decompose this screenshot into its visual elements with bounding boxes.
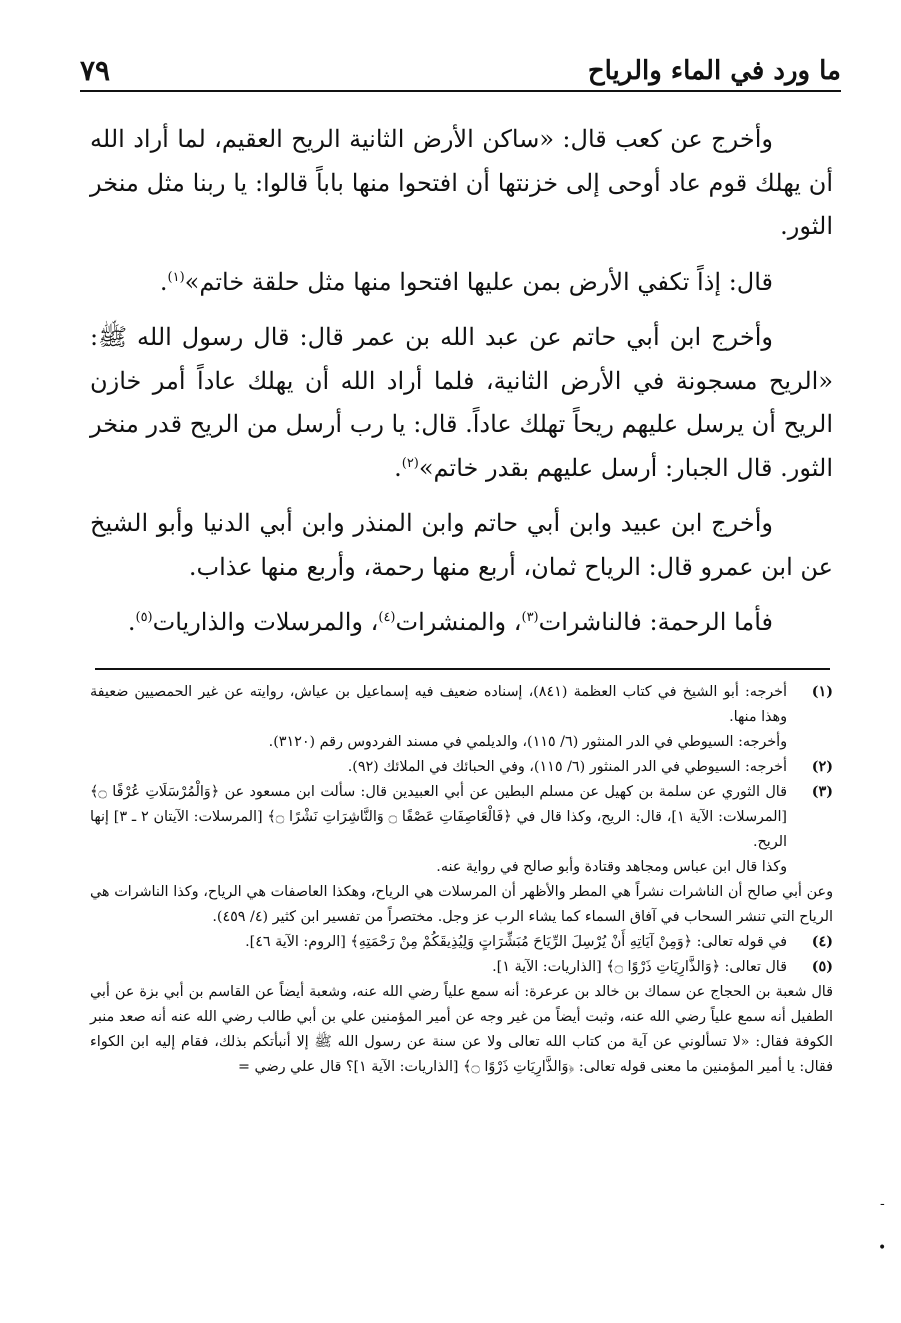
footnote-ref-4[interactable]: (٤) [378, 610, 396, 625]
paragraph-3 [90, 316, 833, 490]
running-title: ما ورد في الماء والرياح [587, 56, 841, 86]
paragraph-5-part-b: ، والمنشرات [395, 608, 522, 636]
footnote-ref-3[interactable]: (٣) [521, 610, 539, 625]
paragraph-4-text: وأخرج ابن عبيد وابن أبي حاتم وابن المنذر وابن أبي الدنيا وأبو الشيخ عن ابن عمرو قال: الرياح ثمان، أربع منها رحمة، وأربع منها عذاب. [90, 509, 833, 581]
footnote-4 [90, 930, 833, 955]
footnote-1-body [90, 680, 787, 755]
footnote-4-number: (٤) [811, 934, 833, 950]
page-number: ٧٩ [80, 54, 111, 87]
footnote-2-body [90, 755, 787, 780]
paragraph-3-end: . [394, 453, 402, 482]
footnote-2-number: (٢) [811, 759, 833, 775]
footnote-3-body [90, 780, 787, 880]
footnote-5-body [90, 955, 787, 980]
footnote-ref-5[interactable]: (٥) [135, 610, 153, 625]
footnote-ref-1[interactable]: (١) [167, 269, 185, 285]
footnote-1-line-2: وأخرجه: السيوطي في الدر المنثور (٦/ ١١٥)، والديلمي في مسند الفردوس رقم (٣١٢٠). [268, 734, 787, 750]
footnote-5-line-1: قال تعالى: ﴿وَالذَّارِيَاتِ ذَرْوًا ۝﴾ [الذاريات: الآية ١]. [492, 959, 787, 975]
paragraph-5-part-a: فأما الرحمة: فالناشرات [538, 608, 773, 636]
footnote-2-line-1: أخرجه: السيوطي في الدر المنثور (٦/ ١١٥)، وفي الحبائك في الملائك (٩٢). [347, 759, 787, 775]
main-text [90, 118, 833, 657]
paragraph-5-part-c: ، والمرسلات والذاريات [152, 608, 379, 636]
footnote-5 [90, 955, 833, 980]
header-rule [80, 90, 841, 92]
footnote-5-number: (٥) [811, 959, 833, 975]
paragraph-3-text: وأخرج ابن أبي حاتم عن عبد الله بن عمر قال: قال رسول الله ﷺ: «الريح مسجونة في الأرض الثانية، فلما أراد الله أن يهلك عاداً أمر خازن الريح أن يرسل عليهم ريحاً تهلك عاداً. قال: يا رب أرسل من الريح قدر منخر الثور. قال الجبار: أرسل عليهم بقدر خاتم» [90, 323, 833, 482]
footnote-4-line-1: في قوله تعالى: ﴿وَمِنْ آيَاتِهِ أَنْ يُرْسِلَ الرِّيَاحَ مُبَشِّرَاتٍ وَلِيُذِيقَكُمْ مِنْ رَحْمَتِهِ﴾ [الروم: الآية ٤٦]. [245, 934, 787, 950]
footnote-2 [90, 755, 833, 780]
footnote-3-line-3: وعن أبي صالح أن الناشرات نشراً هي المطر والأظهر أن المرسلات هي الرياح، وهكذا العاصفات هي الرياح، وكذا الناشرات هي الرياح التي تنشر السحاب في آفاق السماء كما يشاء الرب عز وجل. مختصراً من تفسير ابن كثير (٤/ ٤٥٩). [90, 884, 833, 925]
footnote-4-body [90, 930, 787, 955]
paragraph-2-end: . [159, 267, 168, 296]
footnote-3-line-2: وكذا قال ابن عباس ومجاهد وقتادة وأبو صالح في رواية عنه. [436, 859, 787, 875]
footnotes [90, 680, 833, 1080]
footnote-5-line-2: قال شعبة بن الحجاج عن سماك بن خالد بن عرعرة: أنه سمع علياً رضي الله عنه، وشعبة أيضاً عن القاسم بن أبي بزة عن أبي الطفيل أنه سمع علياً رضي الله عنه، وثبت أيضاً من غير وجه عن أمير المؤمنين علي بن أبي طالب رضي الله عنه أنه صعد منبر الكوفة فقال: «لا تسألوني عن آية من كتاب الله تعالى ولا عن سنة عن رسول الله ﷺ إلا أنبأتكم بذلك، فقام إليه ابن الكواء فقال: يا أمير المؤمنين ما معنى قوله تعالى: ﴿وَالذَّارِيَاتِ ذَرْوًا ۝﴾ [الذاريات: الآية ١]؟ قال علي رضي = [90, 984, 833, 1075]
footnote-3-line-1: قال الثوري عن سلمة بن كهيل عن مسلم البطين عن أبي العبيدين قال: سألت ابن مسعود عن ﴿وَالْمُرْسَلَاتِ عُرْفًا ۝﴾ [المرسلات: الآية ١]، قال: الريح، وكذا قال في ﴿فَالْعَاصِفَاتِ عَصْفًا ۝ وَالنَّاشِرَاتِ نَشْرًا ۝﴾ [المرسلات: الآيتان ٢ ـ ٣] إنها الريح. [90, 784, 787, 850]
paragraph-1 [90, 118, 833, 249]
paragraph-1-text: وأخرج عن كعب قال: «ساكن الأرض الثانية الريح العقيم، لما أراد الله أن يهلك قوم عاد أوحى إلى خزنتها أن افتحوا منها باباً قالوا: يا ربنا مثل منخر الثور. [90, 125, 833, 240]
paragraph-4 [90, 502, 833, 589]
paragraph-5-end: . [127, 608, 136, 636]
footnote-separator [95, 668, 830, 670]
footnote-3-number: (٣) [811, 784, 833, 800]
paragraph-2 [90, 261, 833, 305]
margin-mark-1: - [880, 1196, 885, 1212]
page-header [80, 50, 841, 90]
margin-mark-2: • [878, 1240, 887, 1256]
footnote-3-continuation [90, 880, 833, 930]
footnote-1-line-1: أخرجه: أبو الشيخ في كتاب العظمة (٨٤١)، إسناده ضعيف فيه إسماعيل بن عياش، روايته عن غير الحمصيين ضعيفة وهذا منها. [90, 684, 787, 725]
footnote-3 [90, 780, 833, 880]
footnote-1 [90, 680, 833, 755]
footnote-ref-2[interactable]: (٢) [401, 455, 419, 471]
footnote-5-continuation [90, 980, 833, 1080]
paragraph-2-text: قال: إذاً تكفي الأرض بمن عليها افتحوا منها مثل حلقة خاتم» [184, 267, 773, 296]
footnote-1-number: (١) [811, 684, 833, 700]
paragraph-5 [90, 601, 833, 645]
